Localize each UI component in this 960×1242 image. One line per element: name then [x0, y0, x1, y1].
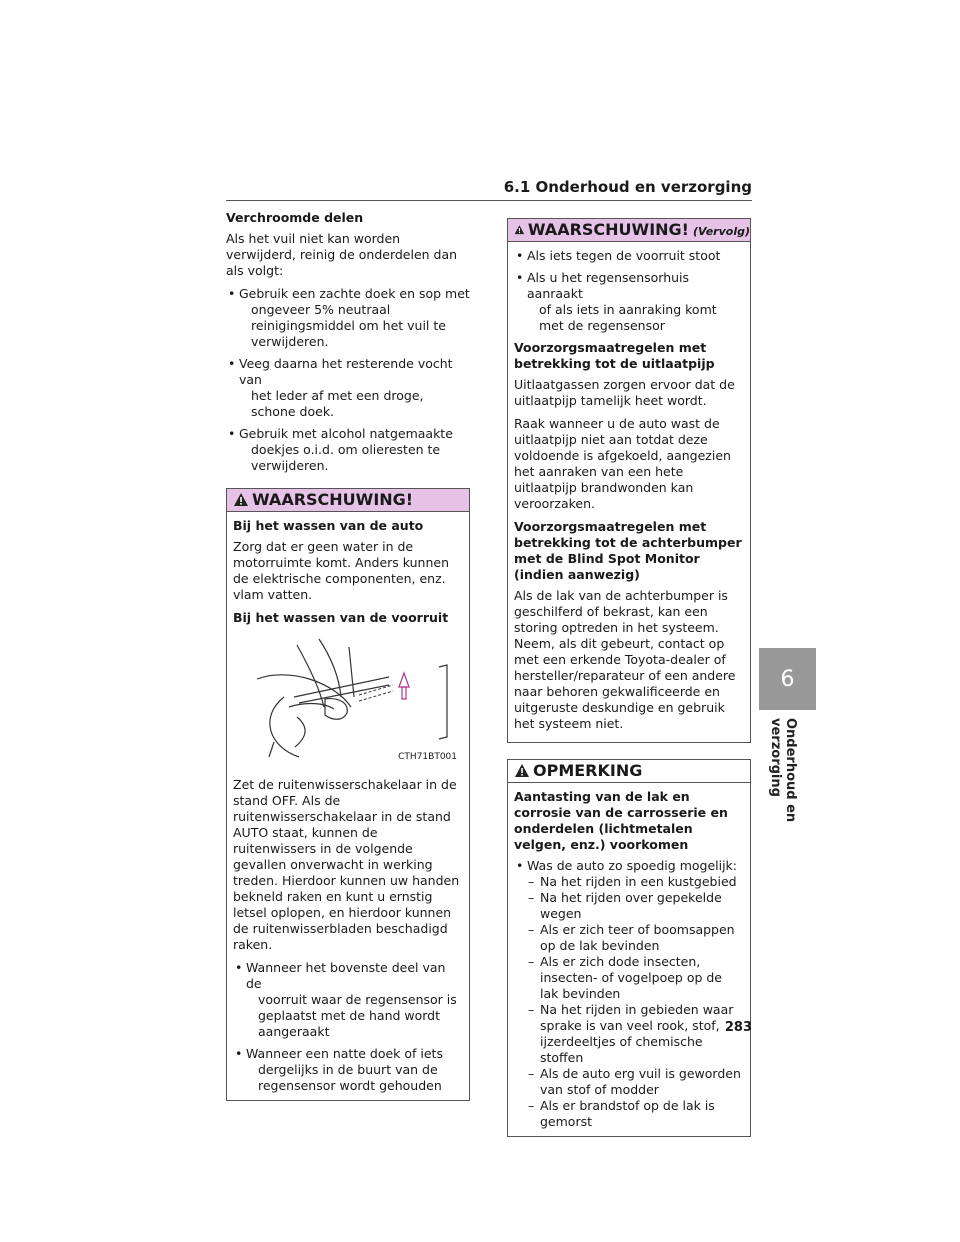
list-item	[226, 356, 470, 420]
note-title-text: OPMERKING	[533, 761, 643, 780]
warning-bullets	[514, 248, 744, 334]
warning-text: Zet de ruitenwisserschakelaar in de stand OFF. Als de ruitenwisserschakelaar in de stand AUTO staat, kunnen de ruitenwissers in de volgende gevallen onverwacht in werking treden. Hierdoor kunnen uw handen bekneld raken en kunt u ernstig letsel oplopen, en hierdoor kunnen de ruitenwisserbladen beschadigd raken.	[233, 777, 460, 952]
warning-box-continued	[507, 218, 751, 743]
right-column	[507, 218, 751, 1137]
warning-text: Uitlaatgassen zorgen ervoor dat de uitlaatpijp tamelijk heet wordt.	[514, 377, 735, 408]
note-bullets	[514, 858, 744, 874]
warning-title	[227, 489, 469, 512]
warning-triangle-icon	[233, 492, 249, 508]
bullet-cont: of als iets in aanraking komt met de regensensor	[539, 302, 717, 333]
wiper-switch-illustration	[239, 637, 459, 765]
list-item: – Na het rijden over gepekelde wegen	[528, 890, 744, 922]
warning-bullets	[233, 960, 463, 1094]
warning-triangle-icon	[514, 763, 530, 779]
bullet-text: Wanneer het bovenste deel van de	[246, 960, 446, 991]
list-item	[514, 248, 744, 264]
note-heading: Aantasting van de lak en corrosie van de carrosserie en onderdelen (lichtmetalen velgen, enz.) voorkomen	[514, 789, 728, 852]
figure-code: CTH71BT001	[398, 752, 457, 762]
warning-heading: Bij het wassen van de auto	[233, 518, 424, 533]
bullet-text: Wanneer een natte doek of iets	[246, 1046, 443, 1061]
bullet-cont: het leder af met een droge, schone doek.	[251, 388, 424, 419]
list-item	[226, 286, 470, 350]
note-dashes	[514, 874, 744, 1130]
left-column	[226, 210, 470, 1101]
bullet-text: Was de auto zo spoedig mogelijk:	[527, 858, 738, 873]
warning-text: Zorg dat er geen water in de motorruimte komt. Anders kunnen de elektrische componenten, enz. vlam vatten.	[233, 539, 449, 602]
chrome-heading: Verchroomde delen	[226, 210, 364, 225]
list-item	[514, 858, 744, 874]
list-item	[514, 270, 744, 334]
bullet-text: Als iets tegen de voorruit stoot	[527, 248, 721, 263]
bullet-text: Gebruik met alcohol natgemaakte	[239, 426, 453, 441]
note-box	[507, 759, 751, 1137]
warning-triangle-icon	[514, 222, 525, 238]
chapter-tab	[759, 648, 816, 710]
warning-box	[226, 488, 470, 1101]
bullet-cont: ongeveer 5% neutraal reinigingsmiddel om het vuil te verwijderen.	[251, 302, 446, 349]
warning-heading: Voorzorgsmaatregelen met betrekking tot de achterbumper met de Blind Spot Monitor (indien aanwezig)	[514, 519, 742, 582]
warning-text: Raak wanneer u de auto wast de uitlaatpijp niet aan totdat deze voldoende is afgekoeld, aangezien het aanraken van een hete uitlaatpijp brandwonden kan veroorzaken.	[514, 416, 731, 511]
warning-heading: Bij het wassen van de voorruit	[233, 610, 449, 625]
chapter-label: Onderhoud en verzorging	[768, 718, 798, 823]
list-item	[233, 1046, 463, 1094]
note-title	[508, 760, 750, 783]
list-item: – Als er brandstof op de lak is gemorst	[528, 1098, 744, 1130]
warning-title-text: WAARSCHUWING!	[527, 220, 689, 239]
warning-title	[508, 219, 750, 242]
warning-heading: Voorzorgsmaatregelen met betrekking tot de uitlaatpijp	[514, 340, 715, 371]
warning-text: Als de lak van de achterbumper is geschilferd of bekrast, kan een storing optreden in het systeem. Neem, als dit gebeurt, contact op met een erkende Toyota-dealer of hersteller/reparateur of een andere naar behoren gekwalificeerde en uitgeruste deskundige en gebruik het systeem niet.	[514, 588, 736, 731]
page-header	[226, 178, 752, 201]
list-item: – Als er zich teer of boomsappen op de lak bevinden	[528, 922, 744, 954]
bullet-cont: dergelijks in de buurt van de regensensor wordt gehouden	[258, 1062, 442, 1093]
bullet-text: Gebruik een zachte doek en sop met	[239, 286, 470, 301]
bullet-cont: voorruit waar de regensensor is geplaatst met de hand wordt aangeraakt	[258, 992, 457, 1039]
section-title: 6.1 Onderhoud en verzorging	[503, 178, 752, 196]
bullet-cont: doekjes o.i.d. om olieresten te verwijderen.	[251, 442, 441, 473]
page-number: 283	[724, 1020, 752, 1035]
list-item: – Als de auto erg vuil is geworden van stof of modder	[528, 1066, 744, 1098]
list-item	[233, 960, 463, 1040]
list-item: – Na het rijden in een kustgebied	[528, 874, 744, 890]
list-item	[226, 426, 470, 474]
bullet-text: Veeg daarna het resterende vocht van	[239, 356, 453, 387]
chrome-intro: Als het vuil niet kan worden verwijderd, reinig de onderdelen dan als volgt:	[226, 231, 458, 278]
chapter-number: 6	[780, 666, 795, 692]
list-item: – Als er zich dode insecten, insecten- of vogelpoep op de lak bevinden	[528, 954, 744, 1002]
chrome-bullets	[226, 286, 470, 474]
list-item: – Na het rijden in gebieden waar sprake is van veel rook, stof, ijzerdeeltjes of chemische stoffen	[528, 1002, 744, 1066]
warning-title-text: WAARSCHUWING!	[252, 490, 414, 509]
bullet-text: Als u het regensensorhuis aanraakt	[527, 270, 690, 301]
warning-subtitle: (Vervolg)	[692, 225, 750, 238]
